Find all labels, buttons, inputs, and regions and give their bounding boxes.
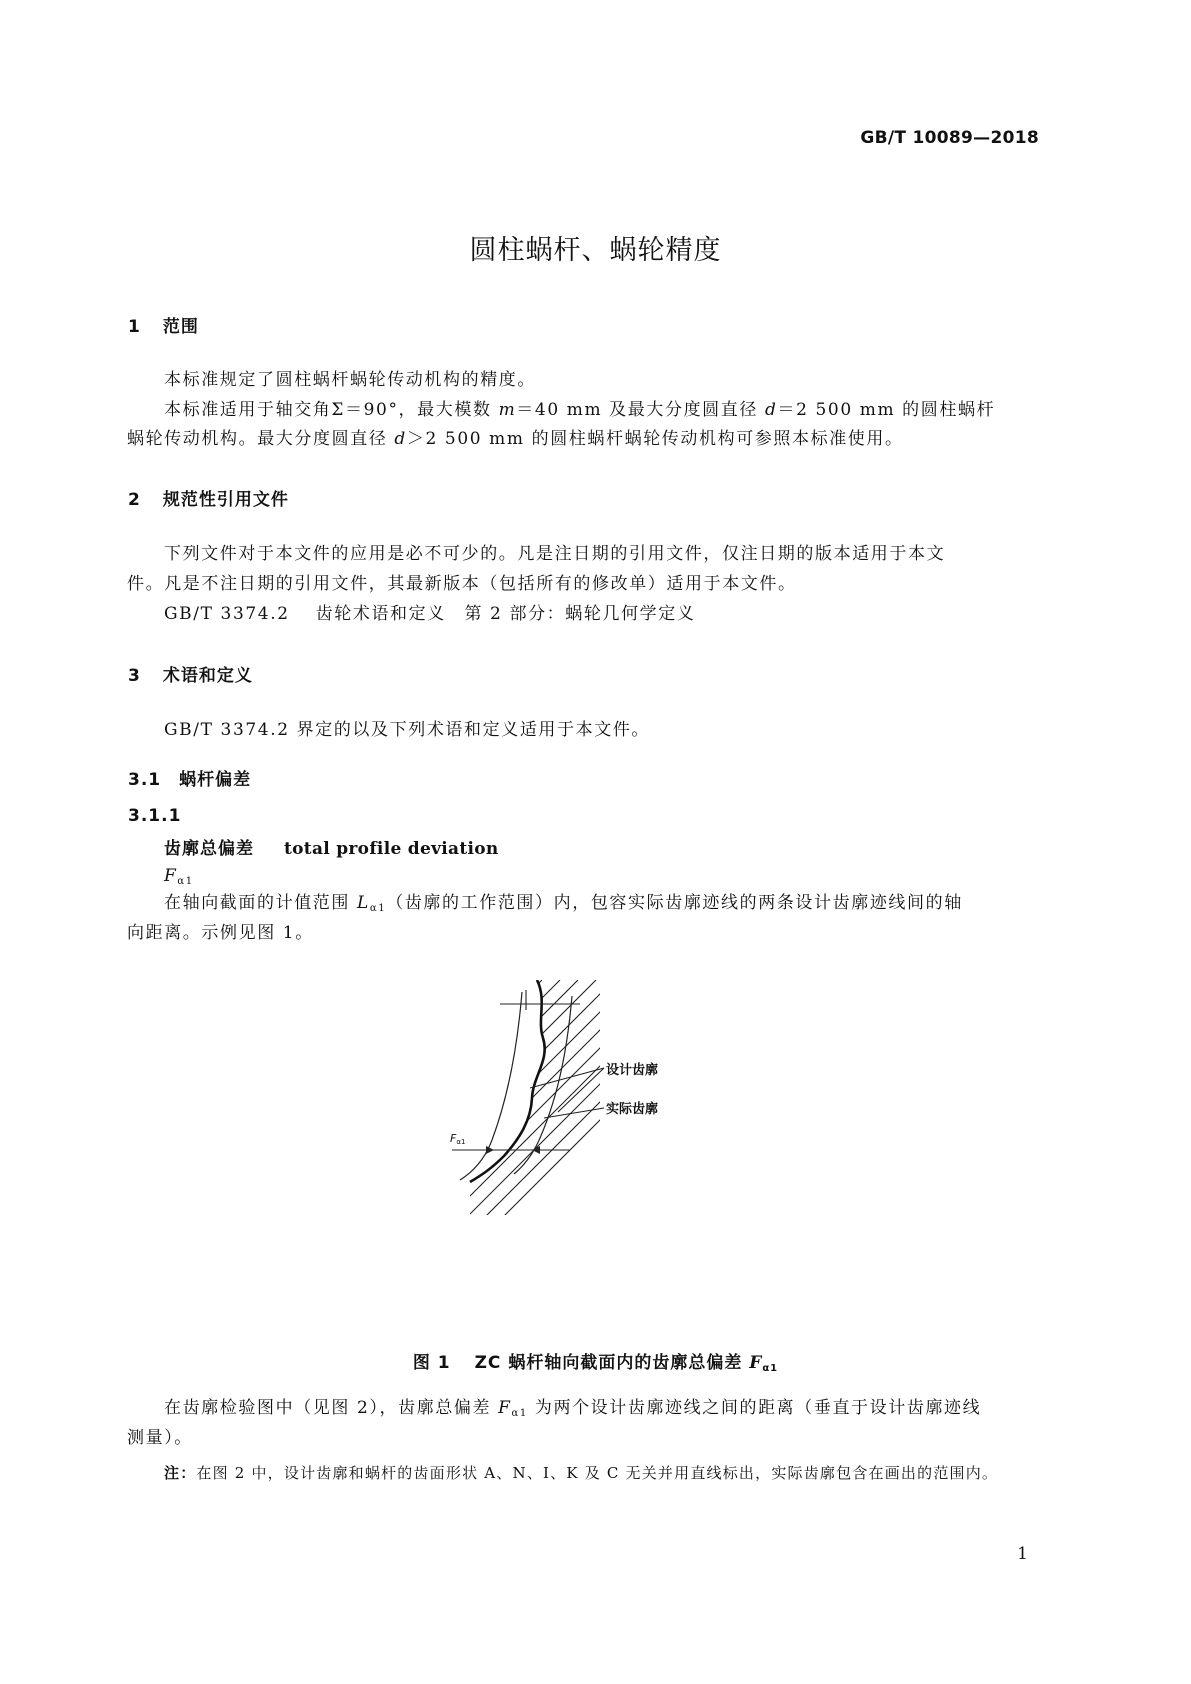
label-deviation-symbol: Fα1 [450, 1132, 466, 1146]
arrow-right-icon [486, 1146, 494, 1154]
term-chinese: 齿廓总偏差 [164, 839, 254, 859]
label-actual-profile: 实际齿廓 [606, 1102, 659, 1117]
design-profile-left [460, 992, 522, 1180]
after-paragraph-line-2: 测量）。 [127, 1428, 193, 1448]
note-text: 在图 2 中，设计齿廓和蜗杆的齿面形状 A、N、I、K 及 C 无关并用直线标出，实际齿廓包含在画出的范围内。 [196, 1464, 999, 1482]
s3-paragraph: GB/T 3374.2 界定的以及下列术语和定义适用于本文件。 [164, 720, 651, 740]
section-number: 3 [128, 666, 141, 686]
section-3-1-heading: 3.1 蜗杆偏差 [128, 770, 252, 790]
figure-1-caption: 图 1 ZC 蜗杆轴向截面内的齿廓总偏差 $F_{\alpha 1}$ [412, 1353, 779, 1374]
section-2-heading [128, 485, 289, 510]
normative-reference: GB/T 3374.2 齿轮术语和定义 第 2 部分：蜗轮几何学定义 [164, 604, 696, 624]
s1-paragraph-2-line-1: 本标准适用于轴交角Σ＝90°，最大模数 m＝40 mm 及最大分度圆直径 d＝2 500 mm 的圆柱蜗杆 [164, 400, 996, 420]
section-title: 规范性引用文件 [162, 490, 289, 510]
page-number: 1 [1017, 1544, 1028, 1564]
term-heading [164, 834, 499, 859]
after-paragraph-line-1: 在齿廓检验图中（见图 2），齿廓总偏差 $F_{\alpha 1}$ 为两个设计齿廓迹线之间的距离（垂直于设计齿廓迹线 [164, 1398, 982, 1419]
note-label: 注： [164, 1464, 197, 1482]
s2-paragraph-line-2: 件。凡是不注日期的引用文件，其最新版本（包括所有的修改单）适用于本文件。 [127, 574, 797, 594]
standard-number: GB/T 10089—2018 [860, 128, 1039, 148]
section-title: 范围 [162, 317, 199, 337]
document-title: 圆柱蜗杆、蜗轮精度 [469, 235, 722, 266]
section-title: 术语和定义 [162, 666, 253, 686]
s1-paragraph-2-line-2: 蜗轮传动机构。最大分度圆直径 d＞2 500 mm 的圆柱蜗杆蜗轮传动机构可参照本标准使用。 [127, 429, 904, 449]
section-number: 2 [128, 490, 141, 510]
section-number: 1 [128, 317, 141, 337]
section-3-heading [128, 661, 253, 686]
section-3-1-1-number: 3.1.1 [128, 806, 182, 826]
term-symbol: $F_{\alpha 1}$ [164, 866, 194, 887]
label-design-profile: 设计齿廓 [606, 1063, 659, 1078]
definition-line-2: 向距离。示例见图 1。 [127, 923, 314, 943]
s2-paragraph-line-1: 下列文件对于本文件的应用是必不可少的。凡是注日期的引用文件，仅注日期的版本适用于本文 [164, 544, 946, 564]
s1-paragraph-1: 本标准规定了圆柱蜗杆蜗轮传动机构的精度。 [164, 370, 536, 390]
definition-line-1: 在轴向截面的计值范围 $L_{\alpha 1}$（齿廓的工作范围）内，包容实际齿廓迹线的两条设计齿廓迹线间的轴 [164, 893, 963, 914]
term-english: total profile deviation [284, 839, 499, 859]
section-1-heading [128, 312, 199, 337]
figure-1-diagram [440, 980, 690, 1225]
hatched-tooth-area [440, 980, 690, 1220]
note [164, 1462, 998, 1483]
